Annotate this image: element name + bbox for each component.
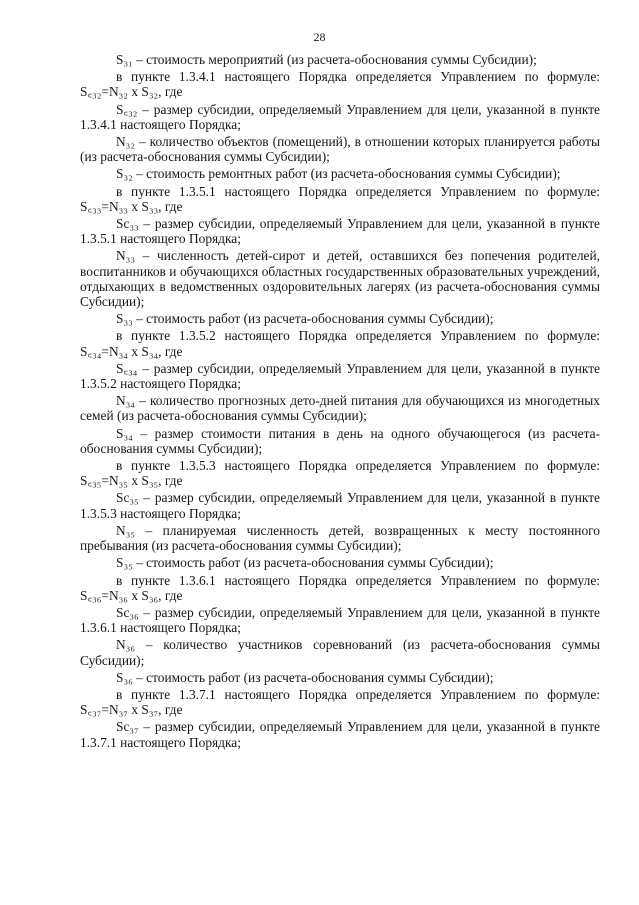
paragraph: Sc₃₃ – размер субсидии, определяемый Управлением для цели, указанной в пункте 1.3.5.1 настоящего Порядка; (80, 216, 600, 247)
page-number: 28 (313, 30, 326, 44)
paragraph: N₃₅ – планируемая численность детей, возвращенных к месту постоянного пребывания (из расчета-обоснования суммы Субсидии); (80, 522, 600, 554)
paragraph: S₃₄ – размер стоимости питания в день на одного обучающегося (из расчета-обоснования суммы Субсидии); (80, 425, 600, 456)
paragraph: в пункте 1.3.5.2 настоящего Порядка определяется Управлением по формуле: S꜀₃₄=N₃₄ x S₃₄, где (80, 328, 600, 359)
paragraph: Sc₃₅ – размер субсидии, определяемый Управлением для цели, указанной в пункте 1.3.5.3 настоящего Порядка; (80, 490, 600, 521)
paragraph: в пункте 1.3.5.1 настоящего Порядка определяется Управлением по формуле: S꜀₃₃=N₃₃ x S₃₃, где (80, 183, 600, 214)
paragraph: S₃₁ – стоимость мероприятий (из расчета-обоснования суммы Субсидии); (116, 52, 537, 67)
paragraph: в пункте 1.3.5.3 настоящего Порядка определяется Управлением по формуле: S꜀₃₅=N₃₅ x S₃₅, где (80, 458, 600, 489)
paragraph: S₃₆ – стоимость работ (из расчета-обоснования суммы Субсидии); (116, 669, 494, 685)
paragraph: S₃₃ – стоимость работ (из расчета-обоснования суммы Субсидии); (116, 311, 494, 327)
paragraph: N₃₂ – количество объектов (помещений), в отношении которых планируется работы (из расчета-обоснования суммы Субсидии); (80, 134, 600, 165)
paragraph: Sc₃₇ – размер субсидии, определяемый Управлением для цели, указанной в пункте 1.3.7.1 настоящего Порядка; (80, 719, 600, 750)
paragraph: S₃₂ – стоимость ремонтных работ (из расчета-обоснования суммы Субсидии); (116, 166, 561, 182)
paragraph: N₃₆ – количество участников соревнований (из расчета-обоснования суммы Субсидии); (80, 637, 600, 668)
paragraph: S꜀₃₄ – размер субсидии, определяемый Управлением для цели, указанной в пункте 1.3.5.2 настоящего Порядка; (80, 360, 600, 392)
paragraph: Sc₃₆ – размер субсидии, определяемый Управлением для цели, указанной в пункте 1.3.6.1 настоящего Порядка; (80, 604, 600, 636)
paragraph: S₃₅ – стоимость работ (из расчета-обоснования суммы Субсидии); (116, 555, 494, 571)
paragraph: в пункте 1.3.7.1 настоящего Порядка определяется Управлением по формуле: S꜀₃₇=N₃₇ x S₃₇, где (80, 686, 600, 718)
document-body (80, 52, 600, 752)
paragraph: S꜀₃₂ – размер субсидии, определяемый Управлением для цели, указанной в пункте 1.3.4.1 настоящего Порядка; (80, 101, 600, 132)
paragraph: N₃₃ – численность детей-сирот и детей, оставшихся без попечения родителей, воспитанников и обучающихся областных государственных образовательных учреждений, отдыхающих в ведомственных оздоровительных лагерях (из расчета-обоснования суммы Субсидии); (80, 248, 600, 310)
paragraph: в пункте 1.3.6.1 настоящего Порядка определяется Управлением по формуле: S꜀₃₆=N₃₆ x S₃₆, где (80, 572, 600, 603)
paragraph: в пункте 1.3.4.1 настоящего Порядка определяется Управлением по формуле: S꜀₃₂=N₃₂ x S₃₂, где (80, 69, 600, 100)
paragraph: N₃₄ – количество прогнозных дето-дней питания для обучающихся из многодетных семей (из расчета-обоснования суммы Субсидии); (80, 393, 600, 424)
